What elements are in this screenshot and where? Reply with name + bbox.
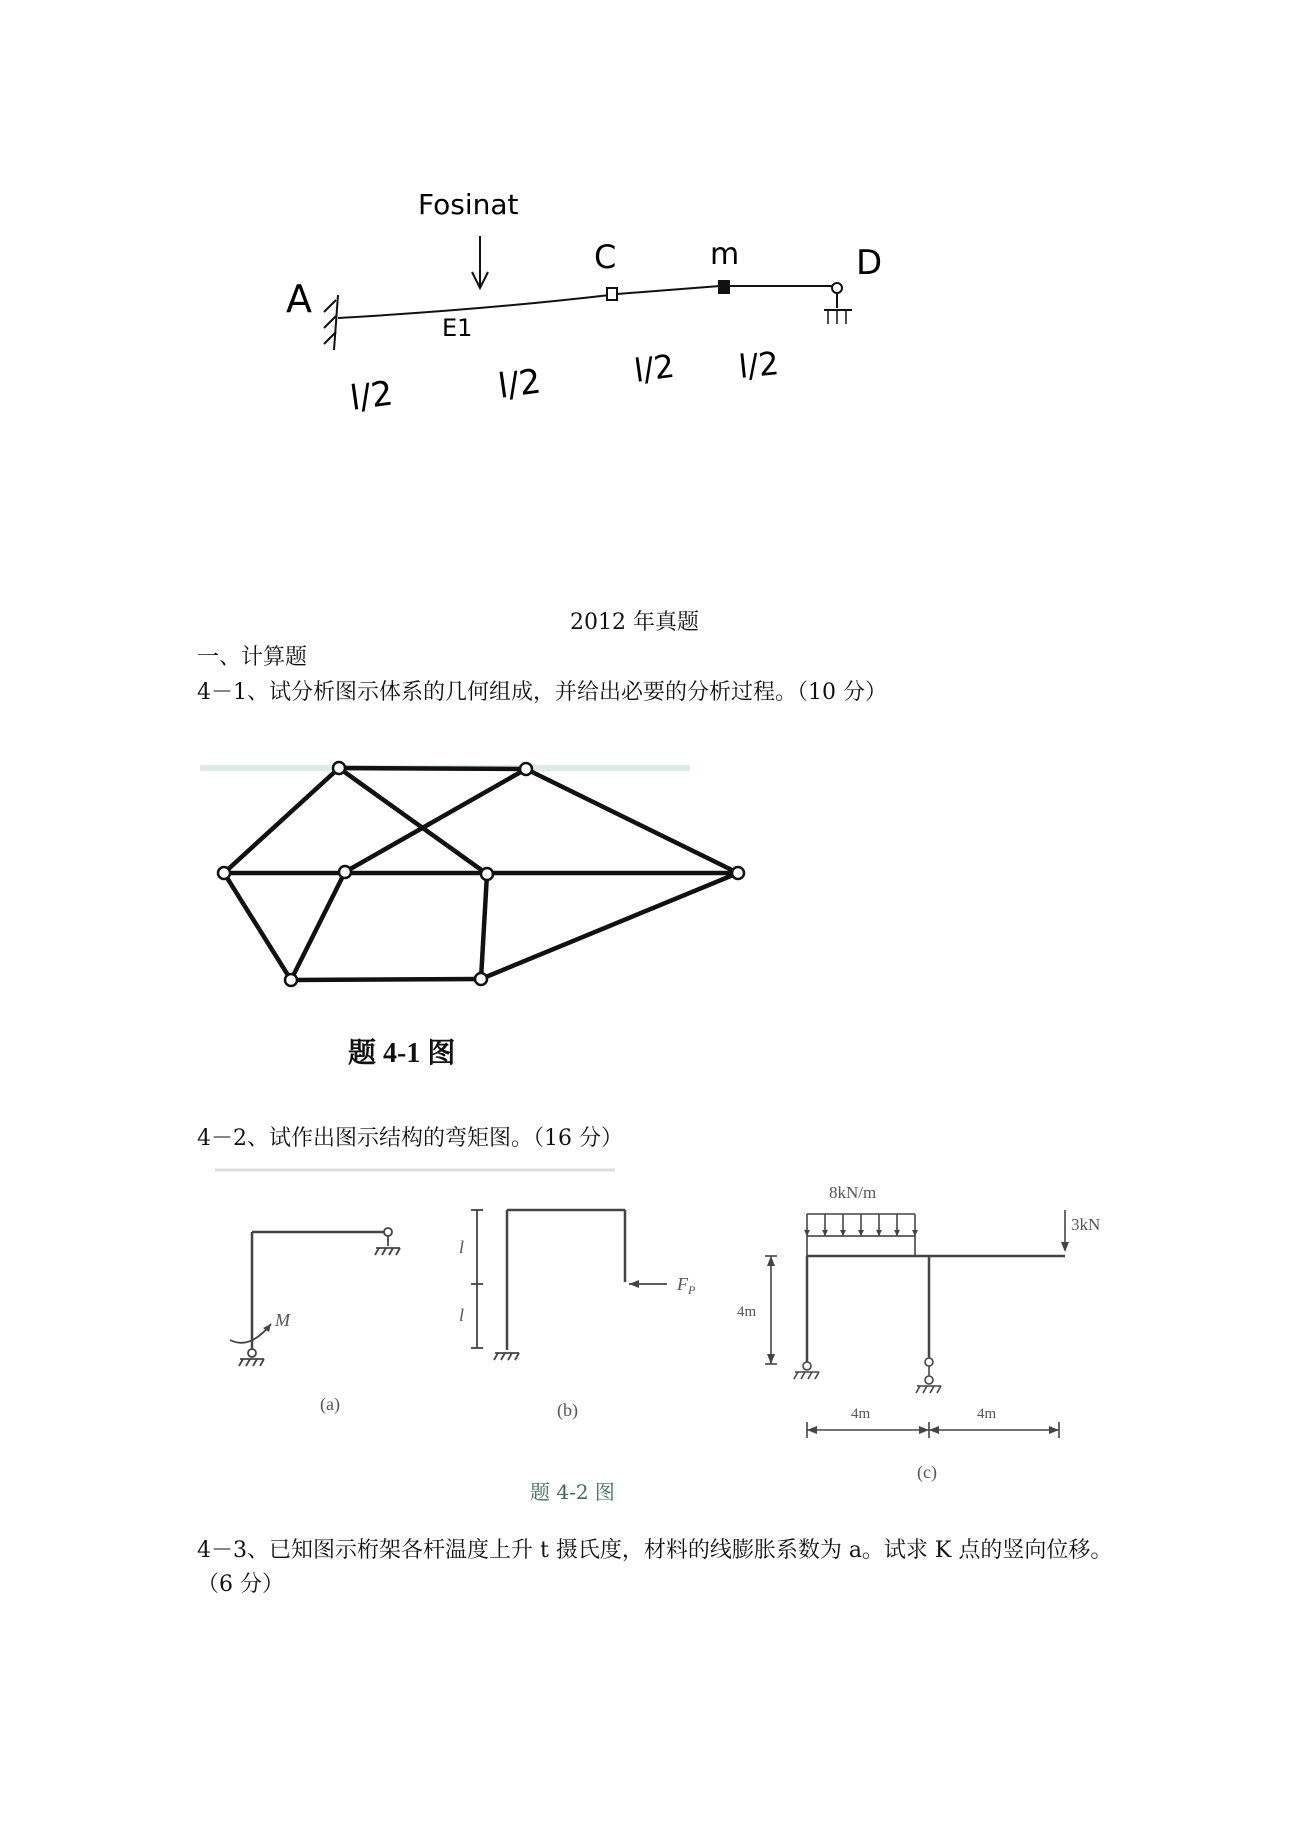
frame-a: [252, 1232, 388, 1350]
frame-b: [507, 1210, 625, 1350]
hand-sketch-beam: [286, 188, 1100, 500]
figure-4-2-frames: [195, 1160, 1130, 1505]
sketch-span-4: l/2: [736, 343, 781, 386]
question-4-1: 4－1、试分析图示体系的几何组成，并给出必要的分析过程。（10 分）: [197, 680, 887, 705]
sketch-label-a: A: [286, 277, 312, 321]
frame-b-force: F: [677, 1274, 688, 1294]
figure-4-2-caption: 题 4-2 图: [530, 1480, 615, 1504]
frame-c-label: (c): [917, 1462, 937, 1482]
frame-b-length-top: l: [459, 1237, 465, 1257]
sketch-label-m: m: [710, 237, 740, 272]
frame-a-moment: M: [275, 1310, 290, 1330]
question-4-3-line1: 4－3、已知图示桁架各杆温度上升 t 摄氏度，材料的线膨胀系数为 a。试求 K 点的竖向位移。: [197, 1538, 1113, 1563]
sketch-span-3: l/2: [631, 346, 677, 390]
sketch-span-1: l/2: [347, 373, 396, 419]
figure-4-1-truss: [190, 750, 770, 1080]
frame-c: [807, 1256, 1065, 1364]
svg-text:FP: [676, 1274, 696, 1297]
exam-title: 2012 年真题: [570, 610, 699, 635]
sketch-label-c: C: [594, 238, 617, 276]
sketch-member-label: E1: [442, 314, 473, 342]
frame-b-length-bottom: l: [459, 1305, 465, 1325]
section-heading: 一、计算题: [197, 645, 308, 670]
frame-b-force-sub: P: [688, 1283, 696, 1297]
frame-c-height: 4m: [737, 1304, 757, 1320]
frame-c-span-right: 4m: [977, 1406, 997, 1422]
sketch-label-d: D: [856, 243, 883, 283]
frame-c-span-left: 4m: [851, 1406, 871, 1422]
frame-b-label: (b): [557, 1400, 578, 1420]
frame-c-udl: 8kN/m: [829, 1183, 877, 1202]
frame-a-label: (a): [320, 1394, 340, 1414]
question-4-2: 4－2、试作出图示结构的弯矩图。（16 分）: [197, 1126, 623, 1151]
question-4-3-line2: （6 分）: [197, 1572, 284, 1597]
frame-c-point-load: 3kN: [1071, 1215, 1101, 1234]
figure-4-1-caption: 题 4-1 图: [348, 1038, 456, 1069]
sketch-load-label: Fosinat: [418, 188, 519, 221]
sketch-span-2: l/2: [495, 361, 544, 407]
